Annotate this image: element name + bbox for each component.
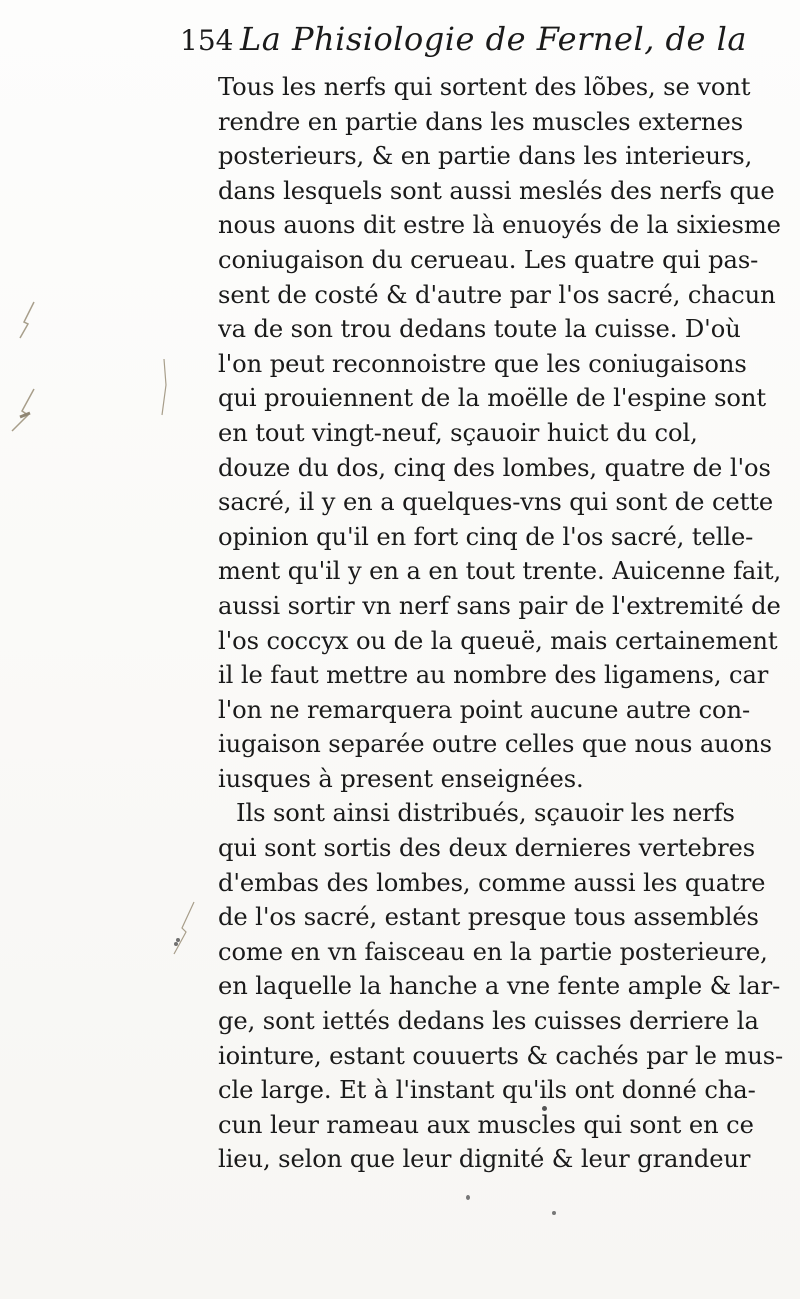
page-header <box>180 20 765 68</box>
text-line: va de son trou dedans toute la cuisse. D'où <box>218 315 741 344</box>
text-line: d'embas des lombes, comme aussi les quatre <box>218 868 766 897</box>
page-number: 154 <box>180 24 234 57</box>
text-line: posterieurs, & en partie dans les interieurs, <box>218 142 753 171</box>
text-line: Ils sont ainsi distribués, sçauoir les nerfs <box>236 799 735 828</box>
text-line: en tout vingt-neuf, sçauoir huict du col, <box>218 418 698 447</box>
text-line: l'on ne remarquera point aucune autre con- <box>218 695 751 724</box>
text-line: qui prouiennent de la moëlle de l'espine sont <box>218 384 766 413</box>
margin-stain-mark <box>172 898 202 958</box>
text-line: coniugaison du cerueau. Les quatre qui pas- <box>218 245 759 274</box>
ink-speck <box>552 1211 556 1215</box>
text-line: sent de costé & d'autre par l'os sacré, chacun <box>218 280 776 309</box>
text-line: l'os coccyx ou de la queuë, mais certainement <box>218 626 778 655</box>
text-line: aussi sortir vn nerf sans pair de l'extremité de <box>218 591 781 620</box>
ink-speck <box>466 1195 470 1200</box>
text-line: ment qu'il y en a en tout trente. Auicenne fait, <box>218 557 782 586</box>
text-line: iusques à present enseignées. <box>218 764 584 793</box>
text-line: il le faut mettre au nombre des ligamens, car <box>218 661 769 690</box>
text-line: iointure, estant couuerts & cachés par le mus- <box>218 1041 784 1070</box>
text-line: nous auons dit estre là enuoyés de la sixiesme <box>218 211 781 240</box>
margin-stain-mark <box>158 355 170 425</box>
text-line: rendre en partie dans les muscles externes <box>218 107 744 136</box>
margin-stain-mark <box>8 385 38 435</box>
text-line: lieu, selon que leur dignité & leur grandeur <box>218 1145 751 1174</box>
text-line: cun leur rameau aux muscles qui sont en ce <box>218 1110 754 1139</box>
text-line: Tous les nerfs qui sortent des lõbes, se vont <box>218 73 751 101</box>
running-title: La Phisiologie de Fernel, de la <box>240 20 747 58</box>
text-line: de l'os sacré, estant presque tous assemblés <box>218 903 759 932</box>
text-line: iugaison separée outre celles que nous auons <box>218 730 772 759</box>
text-line: sacré, il y en a quelques-vns qui sont de cette <box>218 488 774 517</box>
text-line: dans lesquels sont aussi meslés des nerfs que <box>218 176 775 205</box>
text-line: en laquelle la hanche a vne fente ample & lar- <box>218 972 781 1001</box>
text-line: cle large. Et à l'instant qu'ils ont donné cha- <box>218 1076 756 1105</box>
text-line: ge, sont iettés dedans les cuisses derriere la <box>218 1007 759 1036</box>
text-line: opinion qu'il en fort cinq de l'os sacré, telle- <box>218 522 754 551</box>
text-line: qui sont sortis des deux dernieres vertebres <box>218 834 756 863</box>
text-line: l'on peut reconnoistre que les coniugaisons <box>218 349 747 378</box>
ink-speck <box>542 1106 547 1111</box>
margin-stain-mark <box>18 300 38 340</box>
body-text <box>218 70 788 1177</box>
text-line: come en vn faisceau en la partie posterieure, <box>218 937 768 966</box>
text-line: douze du dos, cinq des lombes, quatre de l'os <box>218 453 771 482</box>
